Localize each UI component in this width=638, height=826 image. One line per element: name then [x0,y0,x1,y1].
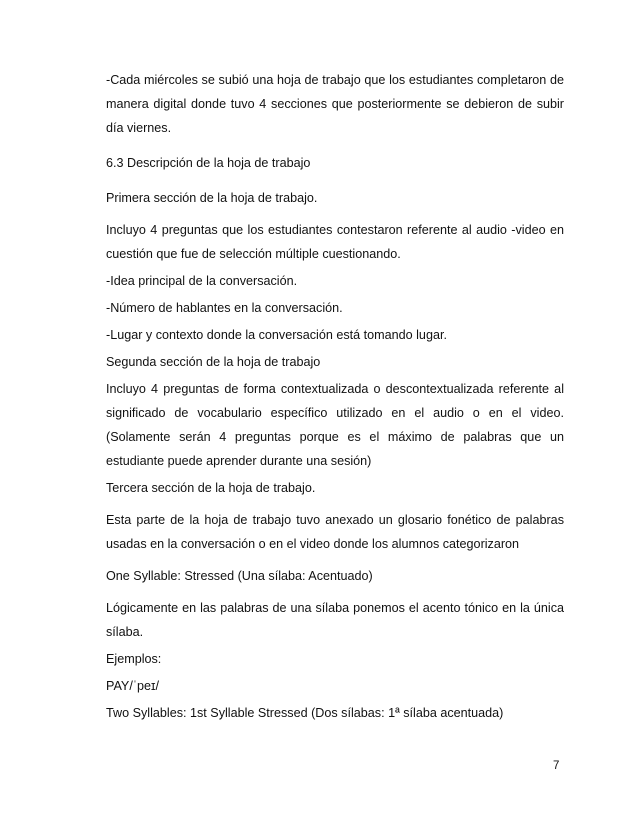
heading-third-section: Tercera sección de la hoja de trabajo. [106,481,316,495]
paragraph-second-section: Incluyo 4 preguntas de forma contextualizada o descontextualizada referente al significado de vocabulario específico utilizado en el audio o en el video. (Solamente serán 4 preguntas porque es el máximo de palabras que un estudiante puede aprender durante una sesión) [106,382,564,468]
heading-second-section: Segunda sección de la hoja de trabajo [106,355,321,369]
paragraph-one-syllable: Lógicamente en las palabras de una sílaba ponemos el acento tónico en la única sílaba. [106,601,564,639]
list-item-speakers: -Número de hablantes en la conversación. [106,301,343,315]
document-body [106,68,564,725]
list-item-main-idea: -Idea principal de la conversación. [106,274,298,288]
two-syllables-heading: Two Syllables: 1st Syllable Stressed (Dos sílabas: 1ª sílaba acentuada) [106,706,504,720]
page-number: 7 [553,760,560,772]
one-syllable-heading: One Syllable: Stressed (Una sílaba: Acentuado) [106,569,373,583]
section-heading-6-3: 6.3 Descripción de la hoja de trabajo [106,156,311,170]
heading-first-section: Primera sección de la hoja de trabajo. [106,191,318,205]
paragraph-first-section: Incluyo 4 preguntas que los estudiantes contestaron referente al audio -video en cuestión que fue de selección múltiple cuestionando. [106,223,564,261]
paragraph-third-section: Esta parte de la hoja de trabajo tuvo anexado un glosario fonético de palabras usadas en la conversación o en el video donde los alumnos categorizaron [106,513,564,551]
paragraph-intro: -Cada miércoles se subió una hoja de trabajo que los estudiantes completaron de manera digital donde tuvo 4 secciones que posteriormente se debieron de subir día viernes. [106,73,564,135]
list-item-place-context: -Lugar y contexto donde la conversación está tomando lugar. [106,328,447,342]
examples-label: Ejemplos: [106,652,162,666]
example-pay: PAY/ˈpeɪ/ [106,679,160,693]
